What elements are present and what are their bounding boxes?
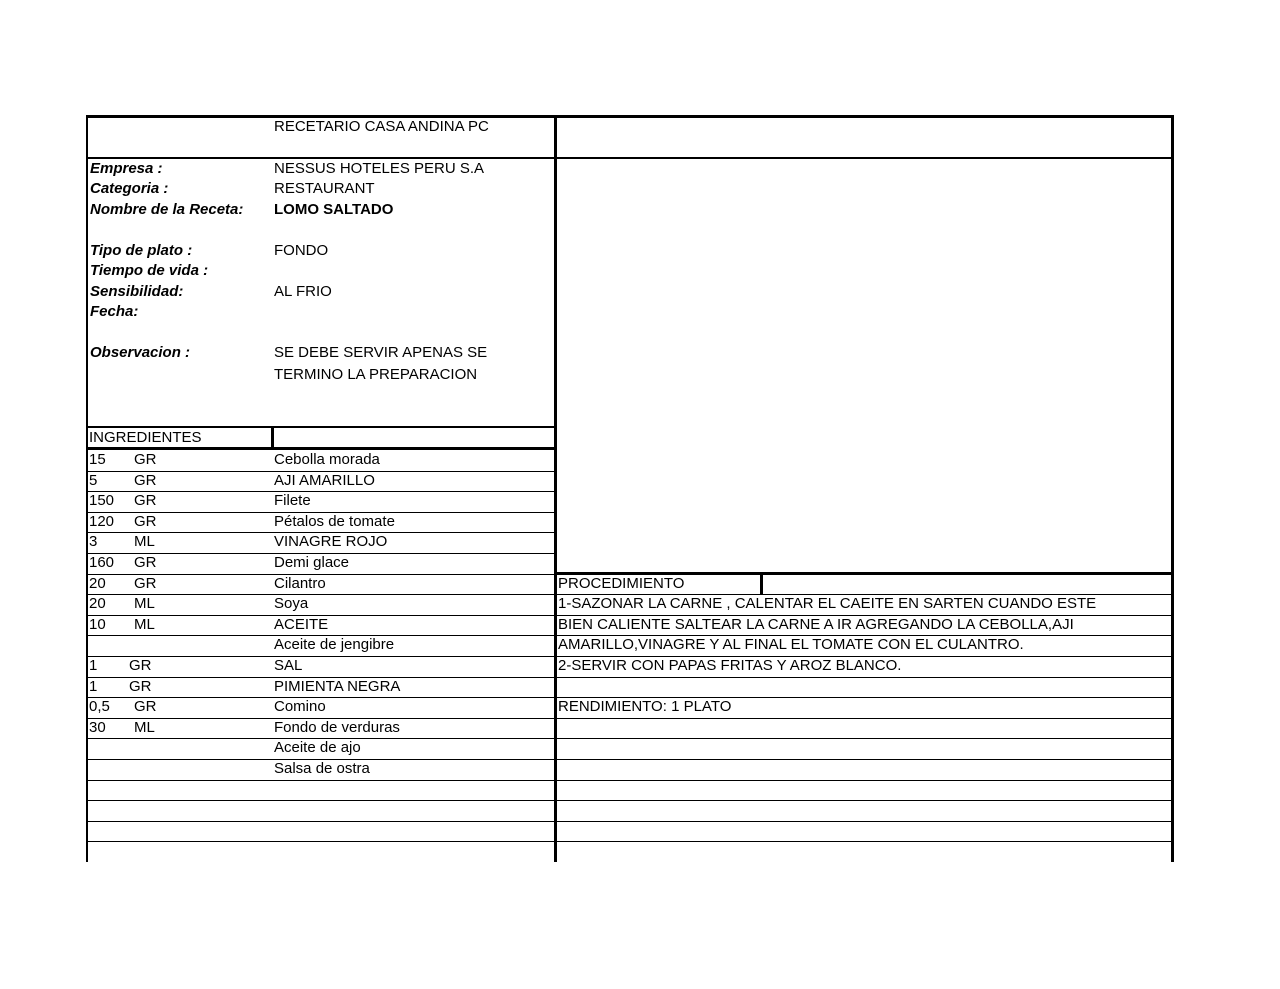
tipo-value: FONDO xyxy=(274,242,329,259)
ingredient-unit: GR xyxy=(134,451,157,468)
ingredient-unit: ML xyxy=(134,616,155,633)
procedure-row-line xyxy=(554,677,1174,678)
ingredient-unit: GR xyxy=(134,698,157,715)
procedure-line: AMARILLO,VINAGRE Y AL FINAL EL TOMATE CON EL CULANTRO. xyxy=(558,636,1024,653)
ingredient-name: AJI AMARILLO xyxy=(274,472,375,489)
ingredients-header-split xyxy=(271,426,274,450)
frame-right xyxy=(1171,115,1174,862)
ingredient-name: ACEITE xyxy=(274,616,329,633)
ingredient-qty: 160 xyxy=(89,554,115,571)
sensibilidad-value: AL FRIO xyxy=(274,283,332,300)
observacion-label: Observacion : xyxy=(90,344,191,361)
tipo-label: Tipo de plato : xyxy=(90,242,193,259)
ingredient-unit: GR xyxy=(134,492,157,509)
procedure-line: RENDIMIENTO: 1 PLATO xyxy=(558,698,732,715)
ingredient-unit: ML xyxy=(134,533,155,550)
ingredient-unit: GR xyxy=(129,678,152,695)
observacion-line-2: TERMINO LA PREPARACION xyxy=(274,366,478,383)
procedure-line: 2-SERVIR CON PAPAS FRITAS Y AROZ BLANCO. xyxy=(558,657,902,674)
ingredient-unit: ML xyxy=(134,595,155,612)
ingredients-header-bottom xyxy=(86,447,557,450)
ingredient-qty: 20 xyxy=(89,575,106,592)
frame-top xyxy=(86,115,1174,118)
ingredients-header: INGREDIENTES xyxy=(89,429,202,446)
empresa-label: Empresa : xyxy=(90,160,163,177)
procedure-row-line xyxy=(554,738,1174,739)
procedure-row-line xyxy=(554,718,1174,719)
ingredient-unit: GR xyxy=(134,513,157,530)
procedure-row-line xyxy=(554,780,1174,781)
info-divider xyxy=(86,426,557,428)
sensibilidad-label: Sensibilidad: xyxy=(90,283,184,300)
frame-left xyxy=(86,115,88,862)
ingredient-unit: GR xyxy=(134,554,157,571)
ingredient-qty: 3 xyxy=(89,533,98,550)
ingredient-row-line xyxy=(86,841,557,842)
ingredient-name: Filete xyxy=(274,492,311,509)
ingredient-qty: 1 xyxy=(89,657,98,674)
procedure-line: 1-SAZONAR LA CARNE , CALENTAR EL CAEITE EN SARTEN CUANDO ESTE xyxy=(558,595,1097,612)
ingredient-name: Fondo de verduras xyxy=(274,719,400,736)
procedure-header: PROCEDIMIENTO xyxy=(558,575,685,592)
ingredient-qty: 1 xyxy=(89,678,98,695)
ingredient-qty: 15 xyxy=(89,451,106,468)
ingredient-name: Comino xyxy=(274,698,326,715)
procedure-header-split xyxy=(760,572,763,595)
ingredient-name: Soya xyxy=(274,595,309,612)
ingredient-name: PIMIENTA NEGRA xyxy=(274,678,401,695)
ingredient-qty: 30 xyxy=(89,719,106,736)
receta-value: LOMO SALTADO xyxy=(274,201,394,218)
categoria-label: Categoria : xyxy=(90,180,169,197)
ingredient-qty: 10 xyxy=(89,616,106,633)
ingredient-name: Aceite de ajo xyxy=(274,739,361,756)
observacion-line-1: SE DEBE SERVIR APENAS SE xyxy=(274,344,488,361)
ingredient-row-line xyxy=(86,594,557,595)
ingredient-qty: 20 xyxy=(89,595,106,612)
ingredient-row-line xyxy=(86,780,557,781)
ingredient-name: SAL xyxy=(274,657,303,674)
categoria-value: RESTAURANT xyxy=(274,180,375,197)
ingredient-name: Pétalos de tomate xyxy=(274,513,395,530)
receta-label: Nombre de la Receta: xyxy=(90,201,244,218)
ingredient-row-line xyxy=(86,656,557,657)
ingredient-unit: GR xyxy=(129,657,152,674)
ingredient-qty: 120 xyxy=(89,513,115,530)
ingredient-name: Cilantro xyxy=(274,575,326,592)
ingredient-unit: ML xyxy=(134,719,155,736)
ingredient-unit: GR xyxy=(134,472,157,489)
ingredient-row-line xyxy=(86,800,557,801)
ingredient-name: VINAGRE ROJO xyxy=(274,533,388,550)
procedure-row-line xyxy=(554,800,1174,801)
ingredient-name: Salsa de ostra xyxy=(274,760,370,777)
header-divider xyxy=(86,157,1174,159)
ingredient-qty: 0,5 xyxy=(89,698,110,715)
procedure-row-line xyxy=(554,759,1174,760)
page-title: RECETARIO CASA ANDINA PC xyxy=(274,118,489,135)
ingredient-row-line xyxy=(86,821,557,822)
ingredient-qty: 150 xyxy=(89,492,115,509)
ingredient-name: Aceite de jengibre xyxy=(274,636,395,653)
procedure-row-line xyxy=(554,841,1174,842)
procedure-row-line xyxy=(554,821,1174,822)
procedure-line: BIEN CALIENTE SALTEAR LA CARNE A IR AGREGANDO LA CEBOLLA,AJI xyxy=(558,616,1074,633)
vida-label: Tiempo de vida : xyxy=(90,262,209,279)
center-divider xyxy=(554,115,557,862)
fecha-label: Fecha: xyxy=(90,303,139,320)
ingredient-name: Demi glace xyxy=(274,554,350,571)
empresa-value: NESSUS HOTELES PERU S.A xyxy=(274,160,485,177)
ingredient-unit: GR xyxy=(134,575,157,592)
ingredient-name: Cebolla morada xyxy=(274,451,380,468)
ingredient-qty: 5 xyxy=(89,472,98,489)
